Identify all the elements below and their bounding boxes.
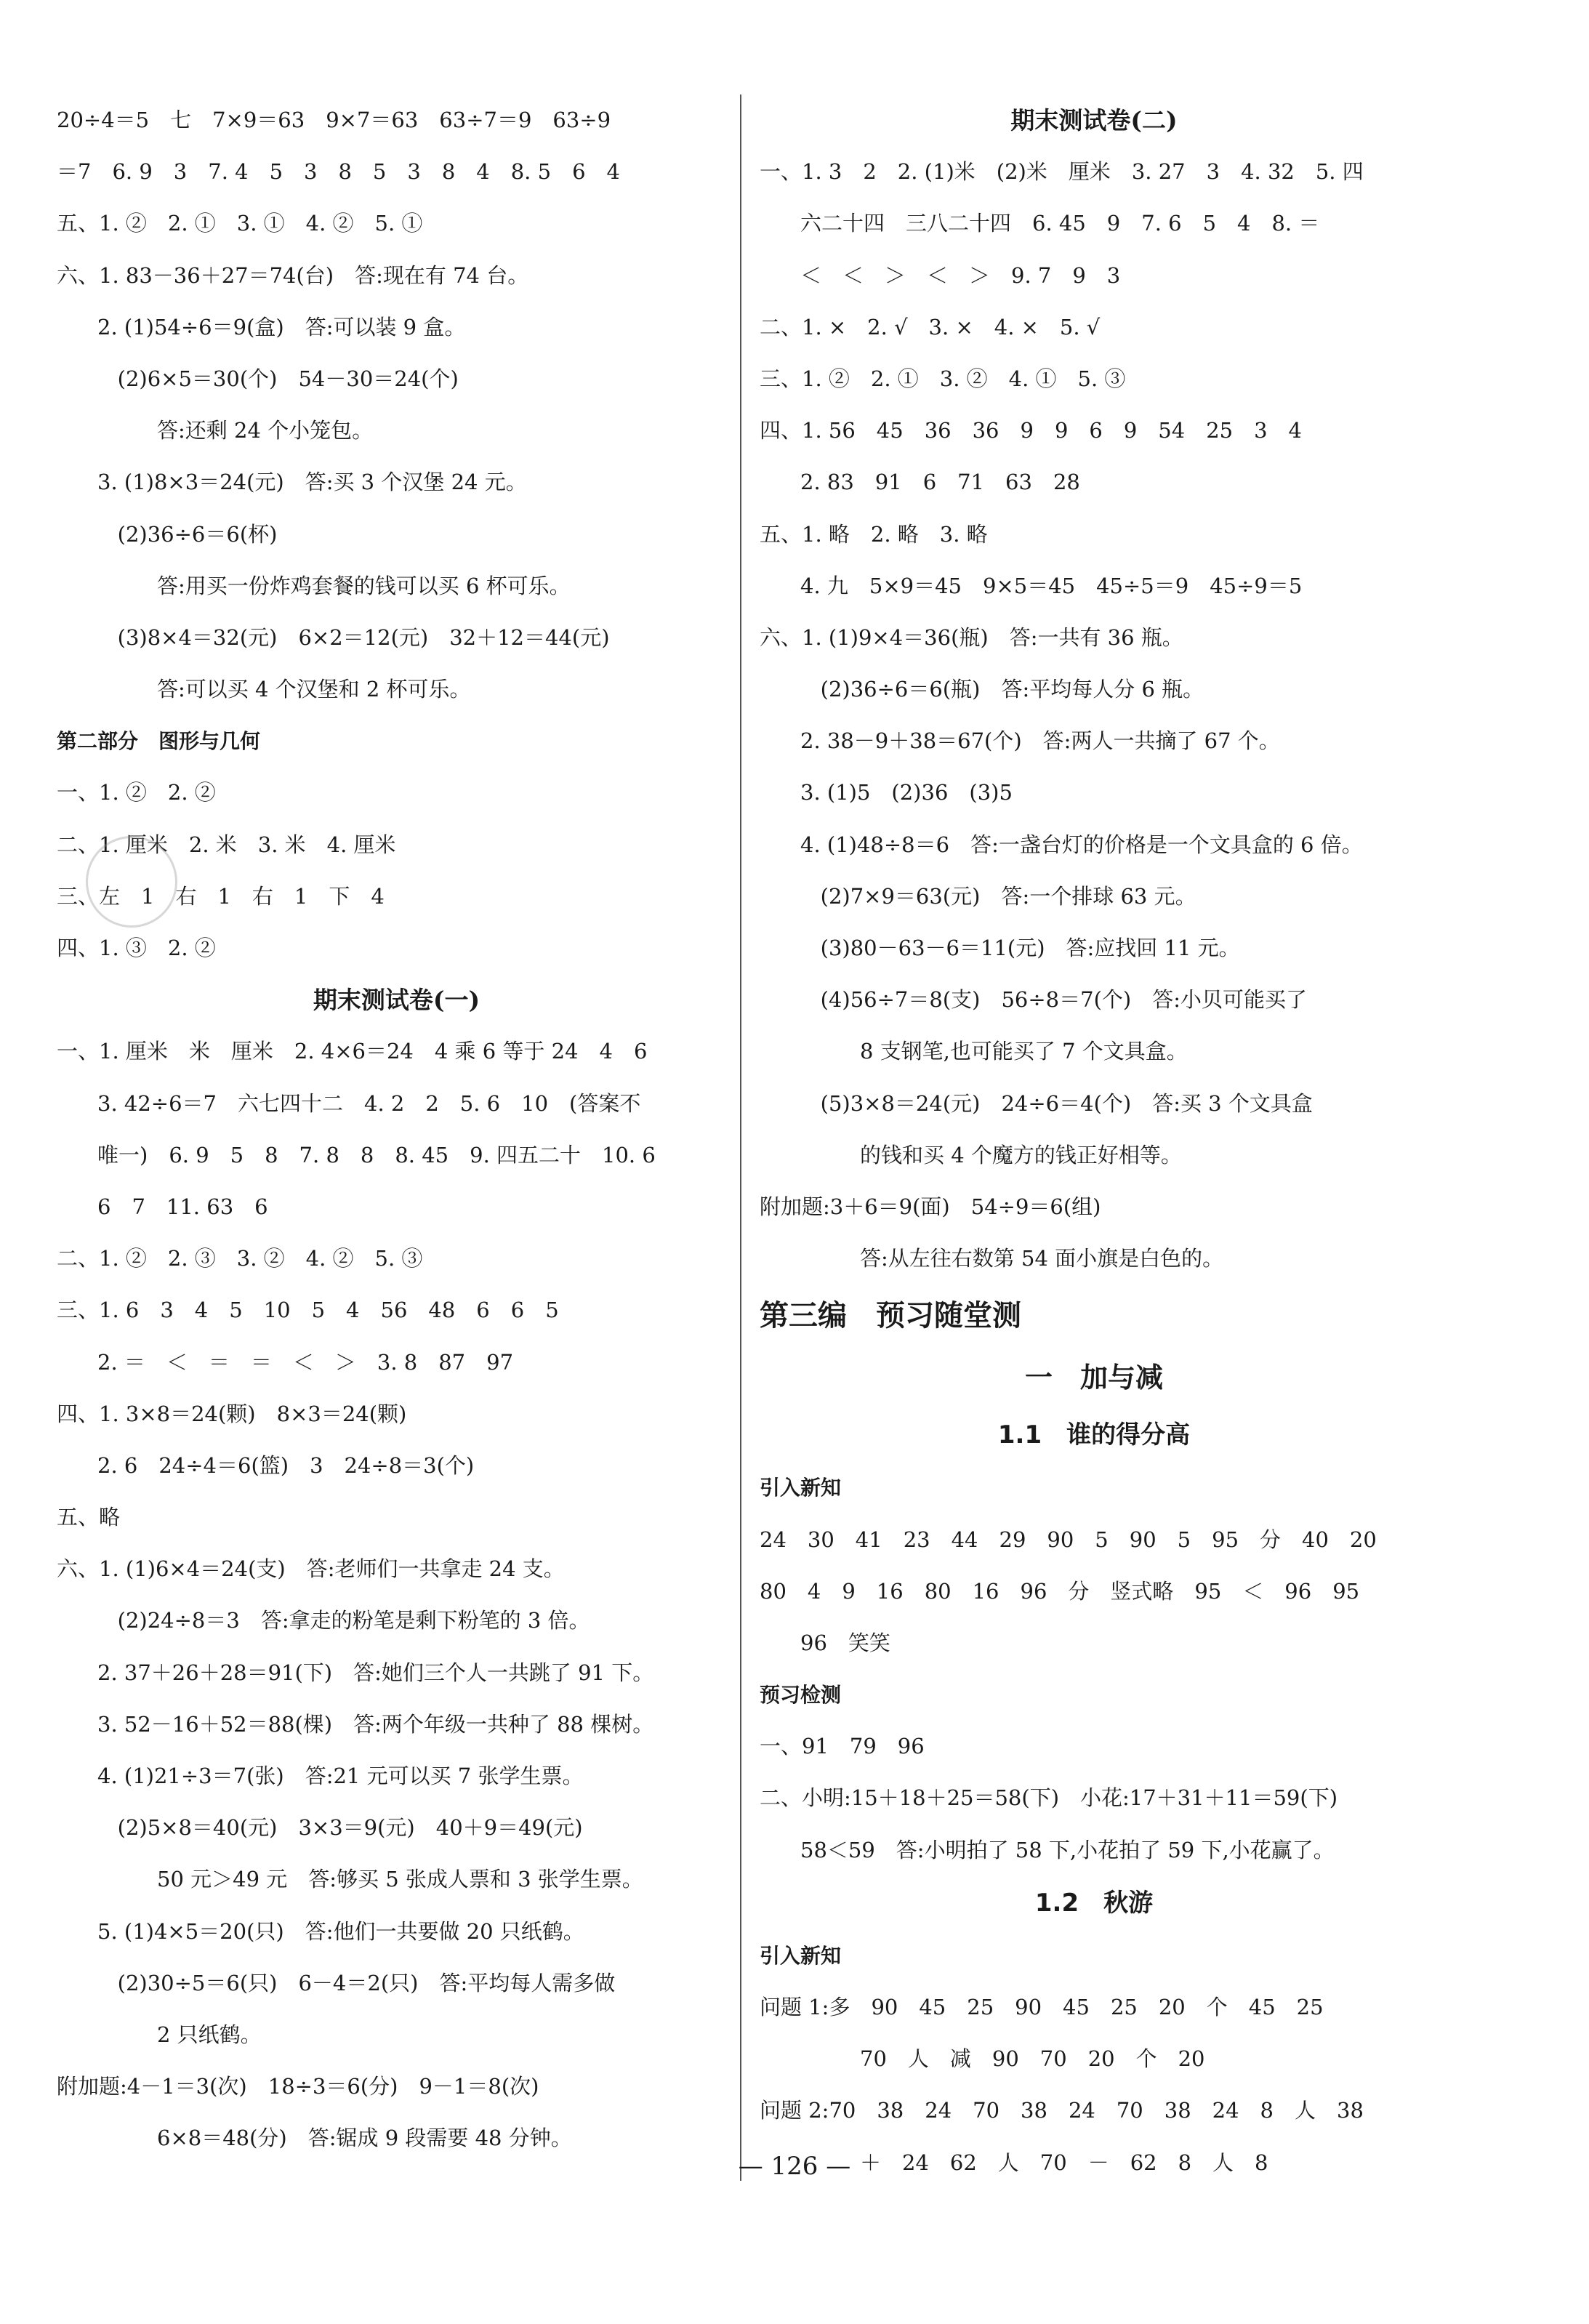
right-column-line: 一、1. 3 2 2. (1)米 (2)米 厘米 3. 27 3 4. 32 5. 四: [760, 159, 1364, 185]
left-column-line: 6×8＝48(分) 答:锯成 9 段需要 48 分钟。: [157, 2126, 572, 2151]
right-column-line: 一、91 79 96: [760, 1734, 925, 1759]
left-column-line: 2. ＝ ＜ ＝ ＝ ＜ ＞ 3. 8 87 97: [97, 1349, 514, 1375]
left-column-line: 附加题:4－1＝3(次) 18÷3＝6(分) 9－1＝8(次): [57, 2074, 539, 2099]
right-column-line: 58＜59 答:小明拍了 58 下,小花拍了 59 下,小花赢了。: [800, 1837, 1335, 1862]
left-column-line: 期末测试卷(一): [313, 986, 480, 1015]
left-column-line: 唯一) 6. 9 5 8 7. 8 8 8. 45 9. 四五二十 10. 6: [97, 1142, 656, 1167]
right-column-line: 问题 2:70 38 24 70 38 24 70 38 24 8 人 38: [760, 2098, 1364, 2123]
left-column-line: 第二部分 图形与几何: [57, 729, 261, 754]
left-column-line: 六、1. 83－36＋27＝74(台) 答:现在有 74 台。: [57, 262, 529, 288]
right-column-line: 期末测试卷(二): [1010, 106, 1178, 134]
left-column-line: (2)24÷8＝3 答:拿走的粉笔是剩下粉笔的 3 倍。: [97, 1608, 590, 1633]
left-column-line: 一、1. 厘米 米 厘米 2. 4×6＝24 4 乘 6 等于 24 4 6: [57, 1039, 648, 1064]
left-column-line: (3)8×4＝32(元) 6×2＝12(元) 32＋12＝44(元): [97, 624, 610, 650]
left-column-line: 50 元＞49 元 答:够买 5 张成人票和 3 张学生票。: [157, 1867, 643, 1892]
left-column-line: 四、1. 3×8＝24(颗) 8×3＝24(颗): [57, 1401, 407, 1426]
right-column-line: ＋ 24 62 人 70 － 62 8 人 8: [860, 2150, 1268, 2175]
right-column-line: 一 加与减: [1024, 1362, 1163, 1394]
right-column-line: 2. 83 91 6 71 63 28: [800, 470, 1080, 495]
right-column-line: 4. (1)48÷8＝6 答:一盏台灯的价格是一个文具盒的 6 倍。: [800, 832, 1363, 857]
right-column-line: 预习检测: [760, 1683, 842, 1708]
left-column-line: 答:用买一份炸鸡套餐的钱可以买 6 杯可乐。: [157, 573, 571, 598]
right-column-line: (2)36÷6＝6(瓶) 答:平均每人分 6 瓶。: [800, 677, 1204, 702]
left-column-line: 6 7 11. 63 6: [97, 1194, 268, 1219]
left-column-line: (2)5×8＝40(元) 3×3＝9(元) 40＋9＝49(元): [97, 1815, 583, 1841]
right-column-line: 问题 1:多 90 45 25 90 45 25 20 个 45 25: [760, 1995, 1324, 2019]
right-column-line: 1.1 谁的得分高: [997, 1420, 1191, 1450]
right-column-line: 三、1. ② 2. ① 3. ② 4. ① 5. ③: [760, 366, 1126, 391]
left-column-line: 答:还剩 24 个小笼包。: [157, 418, 374, 443]
left-column-line: 六、1. (1)6×4＝24(支) 答:老师们一共拿走 24 支。: [57, 1556, 565, 1582]
column-divider: [740, 95, 741, 2181]
right-column-line: ＜ ＜ ＞ ＜ ＞ 9. 7 9 3: [800, 262, 1121, 288]
page-number: — 126 —: [738, 2152, 851, 2181]
right-column-line: 96 笑笑: [800, 1630, 890, 1655]
right-column-line: 五、1. 略 2. 略 3. 略: [760, 521, 988, 547]
right-column-line: 引入新知: [760, 1943, 842, 1968]
left-column-line: 2. 6 24÷4＝6(篮) 3 24÷8＝3(个): [97, 1452, 475, 1478]
left-column-line: 二、1. ② 2. ③ 3. ② 4. ② 5. ③: [57, 1246, 423, 1271]
left-column-line: 三、1. 6 3 4 5 10 5 4 56 48 6 6 5: [57, 1298, 559, 1323]
right-column-line: 的钱和买 4 个魔方的钱正好相等。: [860, 1142, 1182, 1167]
right-column-line: 4. 九 5×9＝45 9×5＝45 45÷5＝9 45÷9＝5: [800, 573, 1303, 598]
left-column-line: (2)30÷5＝6(只) 6－4＝2(只) 答:平均每人需多做: [97, 1970, 616, 1995]
right-column-line: 二、1. × 2. √ 3. × 4. × 5. √: [760, 314, 1101, 339]
right-column-line: 二、小明:15＋18＋25＝58(下) 小花:17＋31＋11＝59(下): [760, 1785, 1338, 1811]
right-column-line: (5)3×8＝24(元) 24÷6＝4(个) 答:买 3 个文具盒: [800, 1090, 1313, 1116]
left-column-line: 一、1. ② 2. ②: [57, 780, 216, 805]
left-column-line: 20÷4＝5 七 7×9＝63 9×7＝63 63÷7＝9 63÷9: [57, 108, 611, 132]
right-column-line: (3)80－63－6＝11(元) 答:应找回 11 元。: [800, 936, 1240, 960]
left-column-line: (2)36÷6＝6(杯): [97, 521, 278, 547]
right-column-line: 六二十四 三八二十四 6. 45 9 7. 6 5 4 8. ＝: [800, 211, 1320, 236]
left-column-line: 3. (1)8×3＝24(元) 答:买 3 个汉堡 24 元。: [97, 470, 527, 495]
right-column: [760, 95, 1428, 2189]
right-column-line: (4)56÷7＝8(支) 56÷8＝7(个) 答:小贝可能买了: [800, 987, 1307, 1013]
left-column-line: 五、略: [57, 1505, 121, 1530]
left-column-line: 3. 42÷6＝7 六七四十二 4. 2 2 5. 6 10 (答案不: [97, 1090, 641, 1116]
left-column-line: (2)6×5＝30(个) 54－30＝24(个): [97, 366, 459, 391]
left-column-line: 2. (1)54÷6＝9(盒) 答:可以装 9 盒。: [97, 314, 466, 339]
left-column-line: 三、左 1 右 1 右 1 下 4: [57, 883, 385, 909]
right-column-line: 答:从左往右数第 54 面小旗是白色的。: [860, 1246, 1224, 1271]
left-column-line: 4. (1)21÷3＝7(张) 答:21 元可以买 7 张学生票。: [97, 1764, 584, 1788]
right-column-line: 80 4 9 16 80 16 96 分 竖式略 95 ＜ 96 95: [760, 1578, 1360, 1604]
left-column-line: 2. 37＋26＋28＝91(下) 答:她们三个人一共跳了 91 下。: [97, 1660, 654, 1685]
right-column-line: 1.2 秋游: [1034, 1888, 1154, 1918]
right-column-line: 8 支钢笔,也可能买了 7 个文具盒。: [860, 1039, 1188, 1064]
left-column-line: 5. (1)4×5＝20(只) 答:他们一共要做 20 只纸鹤。: [97, 1918, 584, 1944]
right-column-line: 2. 38－9＋38＝67(个) 答:两人一共摘了 67 个。: [800, 728, 1280, 754]
right-column-line: 3. (1)5 (2)36 (3)5: [800, 780, 1013, 805]
left-column-line: 2 只纸鹤。: [157, 2022, 262, 2047]
left-column: [57, 95, 736, 2165]
right-column-line: 附加题:3＋6＝9(面) 54÷9＝6(组): [760, 1194, 1101, 1219]
right-column-line: 第三编 预习随堂测: [760, 1299, 1021, 1333]
left-column-line: 五、1. ② 2. ① 3. ① 4. ② 5. ①: [57, 211, 423, 236]
right-column-line: 六、1. (1)9×4＝36(瓶) 答:一共有 36 瓶。: [760, 624, 1183, 650]
right-column-line: 四、1. 56 45 36 36 9 9 6 9 54 25 3 4: [760, 418, 1303, 443]
left-column-line: 二、1. 厘米 2. 米 3. 米 4. 厘米: [57, 832, 396, 857]
left-column-line: 四、1. ③ 2. ②: [57, 936, 216, 960]
right-column-line: 引入新知: [760, 1476, 842, 1500]
left-column-line: 答:可以买 4 个汉堡和 2 杯可乐。: [157, 677, 471, 702]
right-column-line: 70 人 减 90 70 20 个 20: [860, 2046, 1205, 2072]
left-column-line: ＝7 6. 9 3 7. 4 5 3 8 5 3 8 4 8. 5 6 4: [57, 159, 620, 185]
right-column-line: (2)7×9＝63(元) 答:一个排球 63 元。: [800, 883, 1196, 909]
right-column-line: 24 30 41 23 44 29 90 5 90 5 95 分 40 20: [760, 1527, 1377, 1552]
left-column-line: 3. 52－16＋52＝88(棵) 答:两个年级一共种了 88 棵树。: [97, 1711, 654, 1737]
